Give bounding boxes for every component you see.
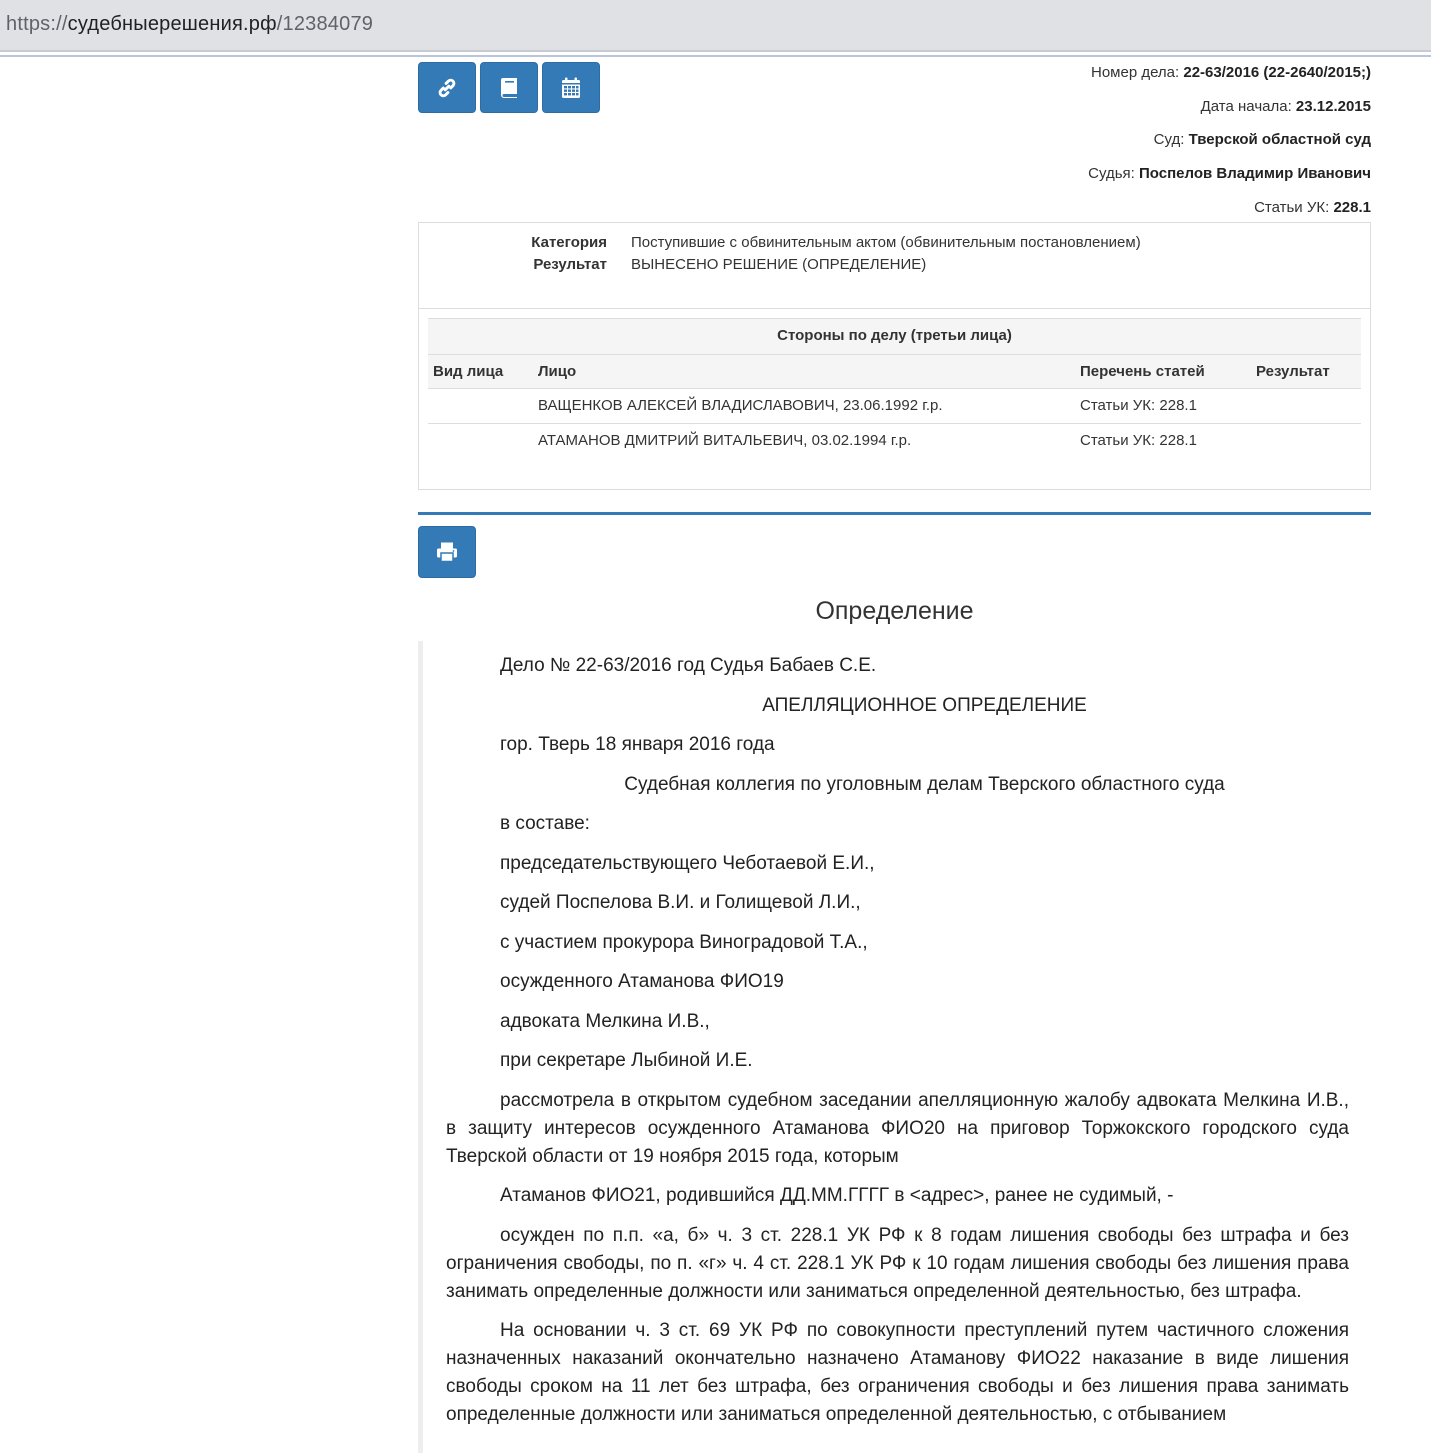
doc-paragraph: при секретаре Лыбиной И.Е. [500, 1050, 753, 1071]
result-label: Результат [533, 256, 607, 273]
book-button[interactable] [480, 62, 538, 113]
doc-paragraph: адвоката Мелкина И.В., [500, 1010, 710, 1032]
url-path: /12384079 [276, 13, 374, 35]
doc-paragraph: гор. Тверь 18 января 2016 года [500, 734, 775, 755]
case-start-date [1201, 98, 1371, 115]
book-icon [499, 77, 519, 99]
articles-label: Статьи УК: [1254, 199, 1330, 216]
case-articles [1254, 199, 1371, 216]
start-date-label: Дата начала: [1200, 98, 1292, 115]
print-button[interactable] [418, 526, 476, 578]
document-body [418, 641, 1371, 1453]
start-date-value: 23.12.2015 [1295, 98, 1371, 115]
doc-paragraph: АПЕЛЛЯЦИОННОЕ ОПРЕДЕЛЕНИЕ [762, 694, 1087, 716]
doc-paragraph: Дело № 22-63/2016 год Судья Бабаев С.Е. [500, 655, 877, 676]
table-row [428, 389, 1361, 424]
result-value: ВЫНЕСЕНО РЕШЕНИЕ (ОПРЕДЕЛЕНИЕ) [631, 256, 927, 273]
col-header-kind: Вид лица [433, 363, 504, 380]
link-button[interactable] [418, 62, 476, 113]
link-icon [436, 77, 458, 99]
case-details-panel [418, 222, 1371, 490]
section-divider [418, 512, 1371, 515]
browser-address-bar[interactable] [0, 0, 1431, 52]
doc-paragraph: судей Поспелова В.И. и Голищевой Л.И., [500, 892, 861, 913]
panel-divider [419, 308, 1370, 309]
address-url[interactable] [6, 13, 373, 36]
case-judge [1088, 165, 1371, 182]
row-person: ВАЩЕНКОВ АЛЕКСЕЙ ВЛАДИСЛАВОВИЧ, 23.06.1992 г.р. [538, 397, 943, 414]
case-number-label: Номер дела: [1090, 64, 1180, 81]
document-text [446, 652, 1349, 1441]
parties-table-title: Стороны по делу (третьи лица) [428, 318, 1361, 354]
doc-paragraph: с участием прокурора Виноградовой Т.А., [500, 931, 868, 953]
doc-paragraph: рассмотрела в открытом судебном заседании апелляционную жалобу адвоката Мелкина И.В., в защиту интересов осужденного Атаманова ФИО20 на приговор Торжокского городского суда Тверской области от 19 ноября 2015 года, которым [446, 1089, 1349, 1167]
category-value: Поступившие с обвинительным актом (обвинительным постановлением) [631, 234, 1141, 251]
doc-paragraph: осужден по п.п. «а, б» ч. 3 ст. 228.1 УК РФ к 8 годам лишения свободы без штрафа и без ограничения свободы, по п. «г» ч. 4 ст. 228.1 УК РФ к 10 годам лишения свободы без лишения права занимать определенные должности или заниматься определенной деятельностью, без штрафа. [446, 1224, 1349, 1302]
doc-paragraph: Судебная коллегия по уголовным делам Тверского областного суда [624, 773, 1225, 795]
row-articles: Статьи УК: 228.1 [1080, 397, 1197, 414]
print-icon [436, 542, 458, 562]
page-top-divider [0, 55, 1431, 57]
calendar-button[interactable] [542, 62, 600, 113]
judge-label: Судья: [1088, 165, 1135, 182]
doc-paragraph: в составе: [500, 813, 590, 834]
row-articles: Статьи УК: 228.1 [1080, 432, 1197, 449]
col-header-result: Результат [1256, 363, 1330, 380]
doc-paragraph: Атаманов ФИО21, родившийся ДД.ММ.ГГГГ в <адрес>, ранее не судимый, - [500, 1185, 1174, 1206]
doc-paragraph: На основании ч. 3 ст. 69 УК РФ по совокупности преступлений путем частичного сложения назначенных наказаний окончательно назначено Атаманову ФИО22 наказание в виде лишения свободы сроком на 11 лет без штрафа, без ограничения свободы и без лишения права занимать определенные должности или заниматься определенной деятельностью, с отбыванием [446, 1320, 1349, 1425]
judge-value: Поспелов Владимир Иванович [1139, 165, 1371, 182]
parties-table-header [428, 354, 1361, 389]
court-label: Суд: [1153, 131, 1185, 148]
case-number-value: 22-63/2016 (22-2640/2015;) [1183, 64, 1371, 81]
document-heading: Определение [815, 597, 974, 625]
col-header-articles: Перечень статей [1080, 363, 1205, 380]
case-court [1154, 131, 1371, 148]
calendar-icon [561, 77, 581, 99]
case-number [1091, 64, 1371, 81]
col-header-person: Лицо [538, 363, 577, 380]
table-row [428, 424, 1361, 459]
category-label: Категория [531, 234, 607, 251]
row-person: АТАМАНОВ ДМИТРИЙ ВИТАЛЬЕВИЧ, 03.02.1994 г.р. [538, 432, 912, 449]
doc-paragraph: председательствующего Чеботаевой Е.И., [500, 852, 875, 874]
url-host: судебныерешения.рф [67, 13, 277, 35]
url-scheme: https:// [6, 13, 68, 35]
doc-paragraph: осужденного Атаманова ФИО19 [500, 971, 784, 992]
articles-value: 228.1 [1333, 199, 1371, 216]
court-value: Тверской областной суд [1188, 131, 1371, 148]
